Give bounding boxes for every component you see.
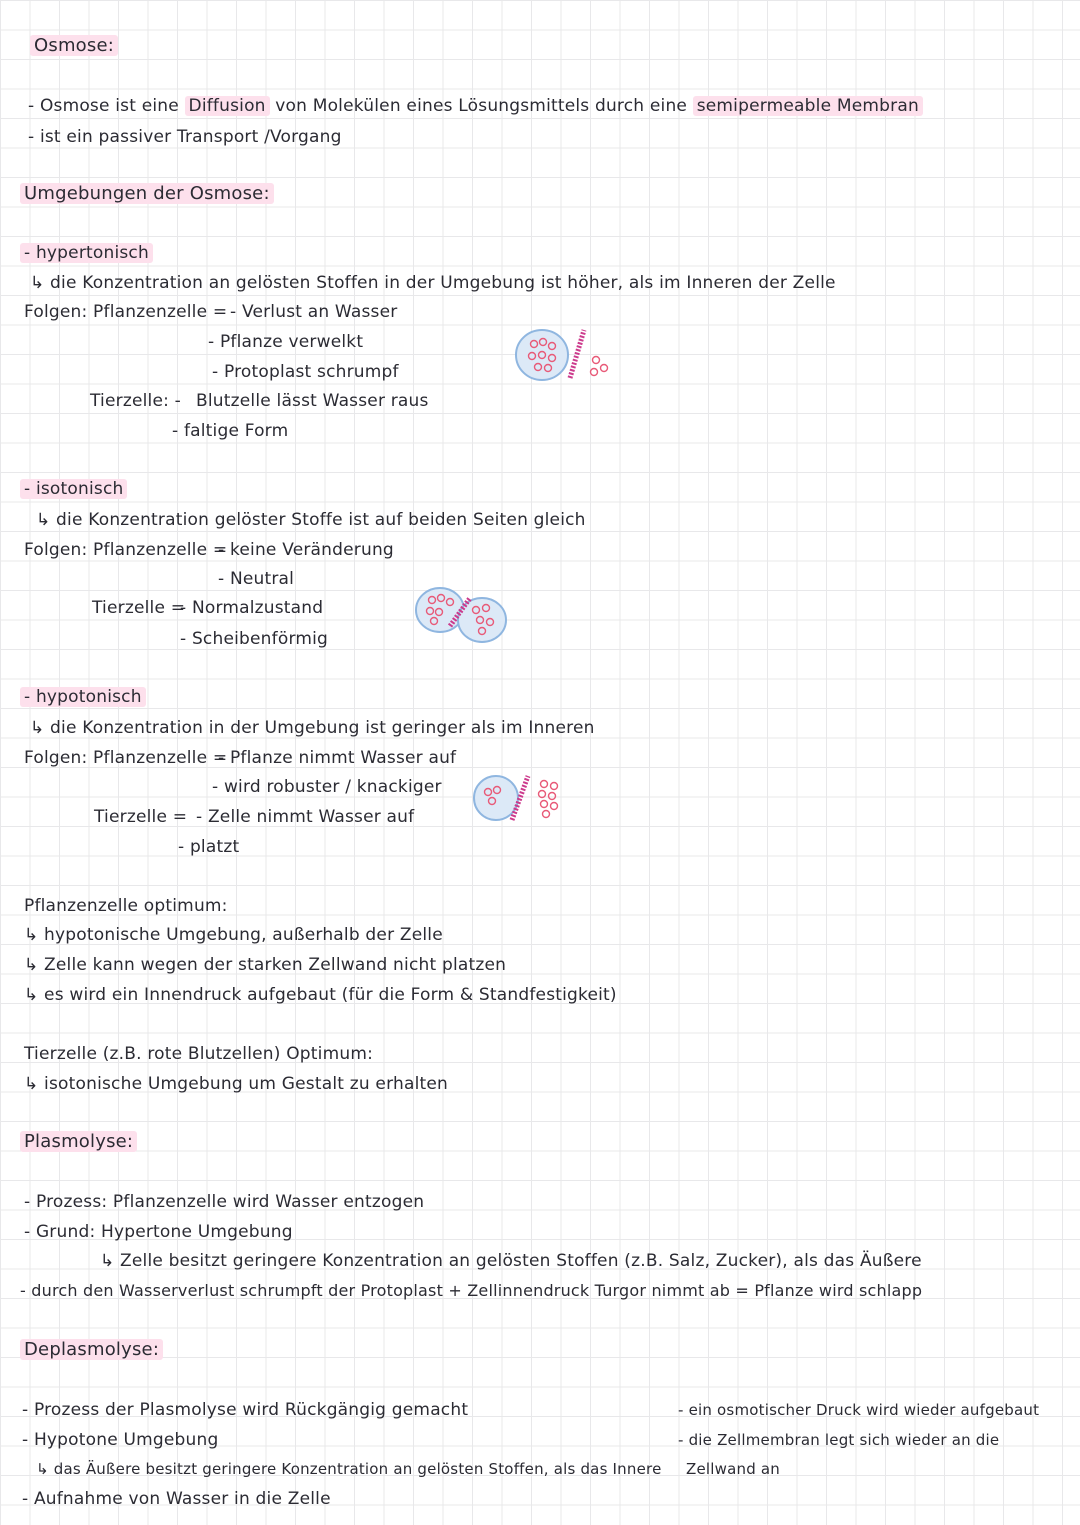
hypertonic-animal-label: Tierzelle: -	[90, 391, 181, 411]
deplasmolysis-note-3: Zellwand an	[686, 1460, 780, 1478]
isotonic-plant-effect-1: - keine Veränderung	[218, 540, 394, 560]
isotonic-heading: - isotonisch	[20, 478, 127, 500]
hypotonic-animal-label: Tierzelle =	[94, 807, 188, 827]
animal-optimum-heading: Tierzelle (z.B. rote Blutzellen) Optimum:	[24, 1044, 374, 1064]
section-heading-environments: Umgebungen der Osmose:	[20, 183, 274, 205]
isotonic-plant-effect-2: - Neutral	[218, 569, 295, 589]
hypotonic-plant-label: Folgen: Pflanzenzelle =	[24, 748, 228, 768]
hypertonic-definition: ↳ die Konzentration an gelösten Stoffen in der Umgebung ist höher, als im Inneren der Zelle	[30, 273, 836, 293]
intro-line-2: - ist ein passiver Transport /Vorgang	[28, 127, 342, 147]
plasmolysis-line-4: - durch den Wasserverlust schrumpft der Protoplast + Zellinnendruck Turgor nimmt ab = Pflanze wird schlapp	[20, 1281, 923, 1300]
isotonic-animal-effect-1: - Normalzustand	[180, 598, 324, 618]
plant-optimum-line-1: ↳ hypotonische Umgebung, außerhalb der Zelle	[24, 925, 443, 945]
deplasmolysis-note-2: - die Zellmembran legt sich wieder an die	[678, 1431, 1000, 1449]
deplasmolysis-line-4: - Aufnahme von Wasser in die Zelle	[22, 1489, 331, 1509]
hypertonic-heading: - hypertonisch	[20, 242, 153, 264]
hypotonic-cell-illustration	[468, 770, 568, 830]
deplasmolysis-line-2: - Hypotone Umgebung	[22, 1430, 219, 1450]
hypotonic-animal-effect-1: - Zelle nimmt Wasser auf	[196, 807, 415, 827]
isotonic-plant-label: Folgen: Pflanzenzelle =	[24, 540, 228, 560]
plasmolysis-line-1: - Prozess: Pflanzenzelle wird Wasser entzogen	[24, 1192, 425, 1212]
plasmolysis-line-3: ↳ Zelle besitzt geringere Konzentration an gelösten Stoffen (z.B. Salz, Zucker), als das Äußere	[100, 1251, 922, 1271]
isotonic-definition: ↳ die Konzentration gelöster Stoffe ist auf beiden Seiten gleich	[36, 510, 586, 530]
plant-optimum-heading: Pflanzenzelle optimum:	[24, 896, 228, 916]
page-title: Osmose:	[30, 35, 118, 57]
hypotonic-animal-effect-2: - platzt	[178, 837, 240, 857]
hypertonic-plant-effect-1: - Verlust an Wasser	[230, 302, 398, 322]
deplasmolysis-line-3: ↳ das Äußere besitzt geringere Konzentration an gelösten Stoffen, als das Innere	[36, 1460, 662, 1478]
isotonic-animal-effect-2: - Scheibenförmig	[180, 629, 329, 649]
hypotonic-plant-effect-1: - Pflanze nimmt Wasser auf	[218, 748, 457, 768]
hypertonic-animal-effect-1: Blutzelle lässt Wasser raus	[196, 391, 429, 411]
plant-optimum-line-2: ↳ Zelle kann wegen der starken Zellwand nicht platzen	[24, 955, 507, 975]
hypotonic-plant-effect-2: - wird robuster / knackiger	[212, 777, 442, 797]
hypertonic-plant-effect-3: - Protoplast schrumpf	[212, 362, 399, 382]
plasmolysis-line-2: - Grund: Hypertone Umgebung	[24, 1222, 293, 1242]
isotonic-cell-illustration	[410, 584, 510, 644]
deplasmolysis-line-1: - Prozess der Plasmolyse wird Rückgängig gemacht	[22, 1400, 469, 1420]
hypotonic-heading: - hypotonisch	[20, 686, 146, 708]
animal-optimum-line-1: ↳ isotonische Umgebung um Gestalt zu erhalten	[24, 1074, 448, 1094]
plant-optimum-line-3: ↳ es wird ein Innendruck aufgebaut (für die Form & Standfestigkeit)	[24, 985, 617, 1005]
hypertonic-cell-illustration	[512, 322, 622, 384]
hypertonic-plant-label: Folgen: Pflanzenzelle =	[24, 302, 228, 322]
plasmolysis-heading: Plasmolyse:	[20, 1131, 137, 1153]
hypertonic-animal-effect-2: - faltige Form	[172, 421, 289, 441]
hypotonic-definition: ↳ die Konzentration in der Umgebung ist geringer als im Inneren	[30, 718, 595, 738]
intro-line-1: - Osmose ist eine Diffusion von Molekülen eines Lösungsmittels durch eine semipermeable Membran	[28, 95, 923, 117]
deplasmolysis-heading: Deplasmolyse:	[20, 1339, 163, 1361]
isotonic-animal-label: Tierzelle =	[92, 598, 186, 618]
hypertonic-plant-effect-2: - Pflanze verwelkt	[208, 332, 364, 352]
deplasmolysis-note-1: - ein osmotischer Druck wird wieder aufgebaut	[678, 1401, 1040, 1419]
